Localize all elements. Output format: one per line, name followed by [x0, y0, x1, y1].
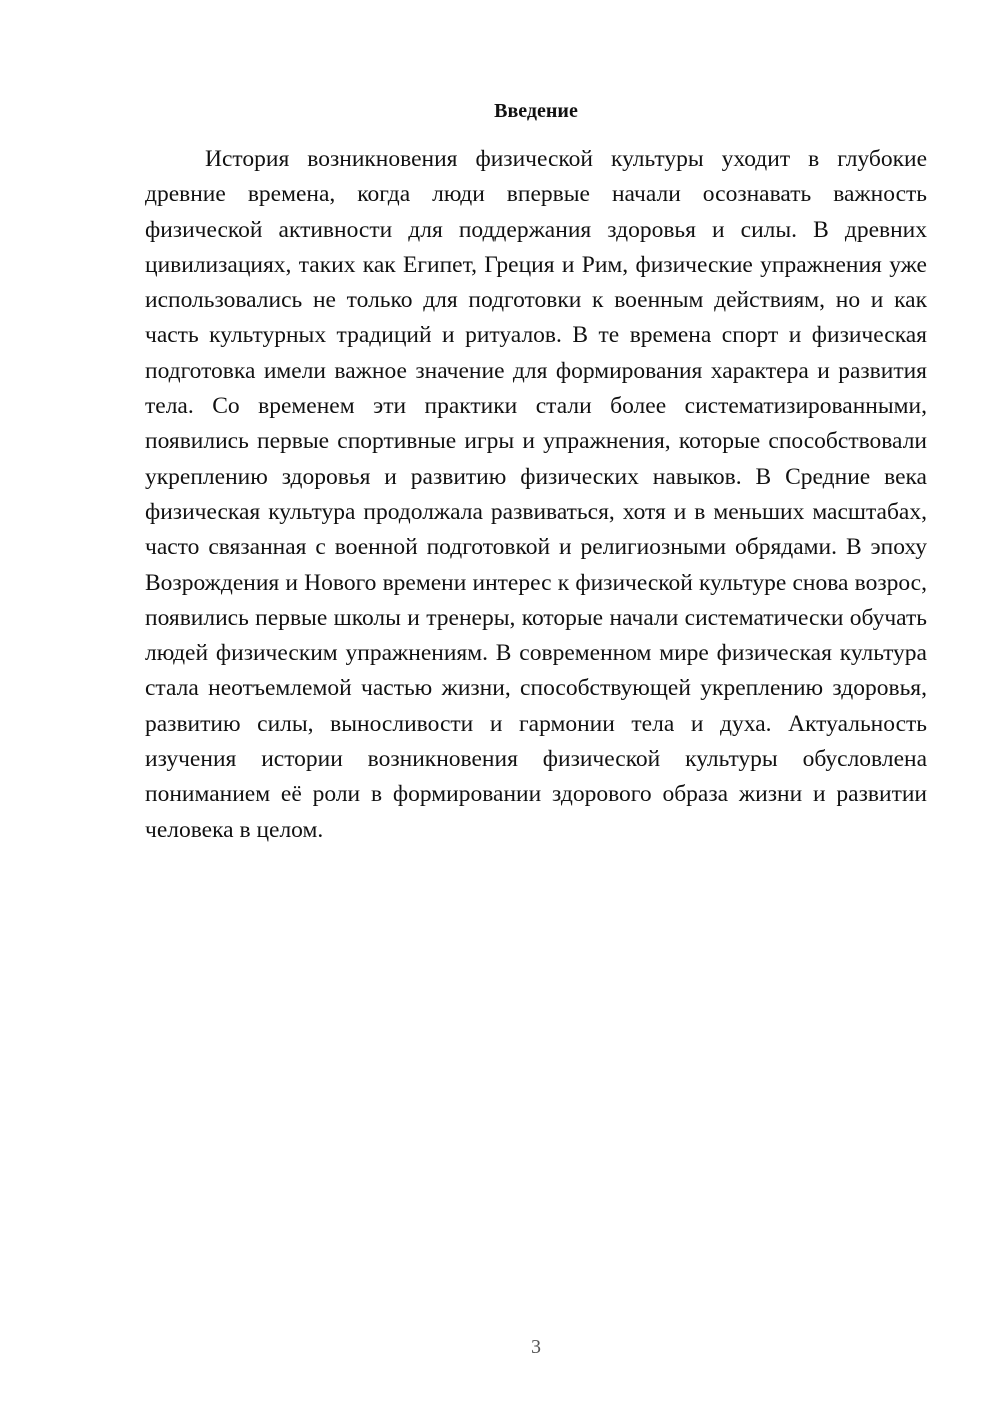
introduction-paragraph: История возникновения физической культуры уходит в глубокие древние времена, когда люди впервые начали осознавать важность физической активности для поддержания здоровья и силы. В древних цивилизациях, таких как Египет, Греция и Рим, физические упражнения уже использовались не только для подготовки к военным действиям, но и как часть культурных традиций и ритуалов. В те времена спорт и физическая подготовка имели важное значение для формирования характера и развития тела. Со временем эти практики стали более систематизированными, появились первые спортивные игры и упражнения, которые способствовали укреплению здоровья и развитию физических навыков. В Средние века физическая культура продолжала развиваться, хотя и в меньших масштабах, часто связанная с военной подготовкой и религиозными обрядами. В эпоху Возрождения и Нового времени интерес к физической культуре снова возрос, появились первые школы и тренеры, которые начали систематически обучать людей физическим упражнениям. В современном мире физическая культура стала неотъемлемой частью жизни, способствующей укреплению здоровья, развитию силы, выносливости и гармонии тела и духа. Актуальность изучения истории возникновения физической культуры обусловлена пониманием её роли в формировании здорового образа жизни и развитии человека в целом.: [145, 146, 927, 843]
page-number: 3: [531, 1336, 541, 1358]
section-heading: Введение: [494, 100, 578, 122]
